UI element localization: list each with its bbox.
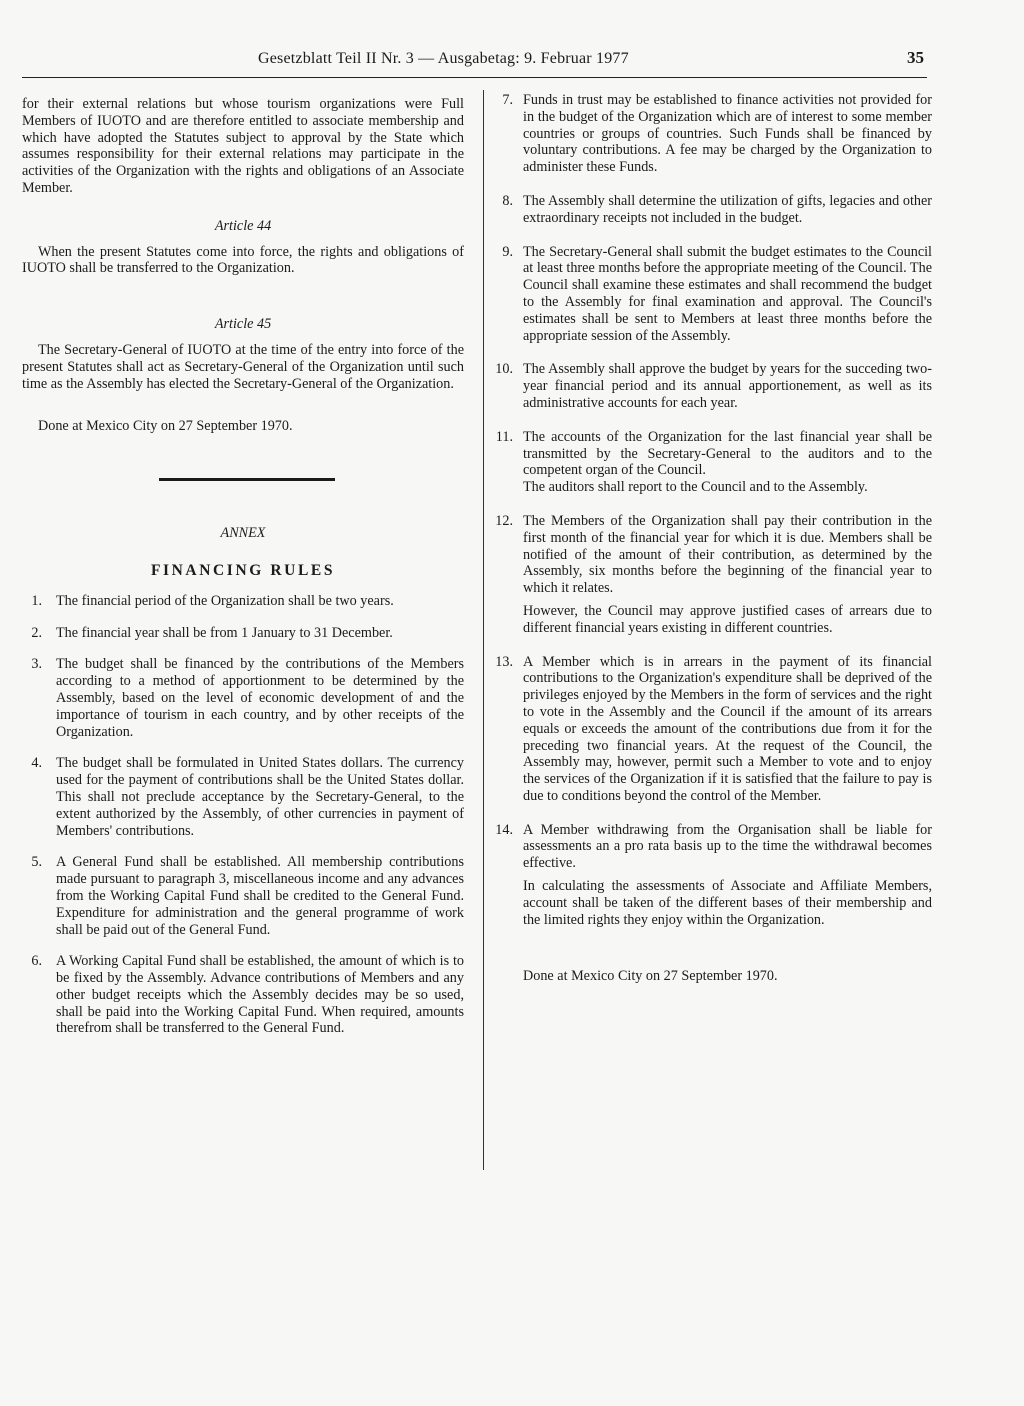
rule-number: 2. [31, 624, 42, 641]
rule-text-continued: The auditors shall report to the Council and to the Assembly. [523, 479, 868, 496]
rule-item [489, 654, 932, 805]
page-number: 35 [907, 48, 924, 67]
page-header [0, 48, 1024, 78]
left-column [22, 96, 464, 1037]
annex-title: FINANCING RULES [150, 561, 336, 579]
rule-number: 14. [495, 821, 513, 838]
rule-text: Funds in trust may be established to finance activities not provided for in the budget of the Organization which are of interest to some member countries or groups of countries. Such Funds shall be financed by voluntary contributions. A fee may be charged by the Organization to administer these Funds. [523, 92, 932, 176]
column-divider [483, 90, 484, 1170]
done-at-left: Done at Mexico City on 27 September 1970. [38, 418, 293, 435]
article-45-title: Article 45 [214, 316, 272, 333]
rule-number: 1. [31, 592, 42, 609]
rule-item [489, 193, 932, 227]
rule-text: The financial period of the Organization shall be two years. [56, 592, 394, 609]
rule-text-continued: In calculating the assessments of Associate and Affiliate Members, account shall be taken of the different bases of their membership and the limited rights they enjoy within the Organization. [523, 878, 932, 928]
rule-number: 6. [31, 953, 42, 970]
rule-item [489, 822, 932, 929]
rule-text: A General Fund shall be established. All membership contributions made pursuant to paragraph 3, miscellaneous income and any advances from the Working Capital Fund shall be credited to the General Fund. Expenditure for administration and the general programme of work shall be paid out of the General Fund. [56, 854, 464, 938]
right-column [489, 92, 932, 985]
rule-number: 13. [495, 653, 513, 670]
rule-number: 4. [31, 755, 42, 772]
rule-item [22, 656, 464, 740]
rule-number: 8. [502, 192, 513, 209]
rule-text: A Member which is in arrears in the payment of its financial contributions to the Organization's expenditure shall be deprived of the privileges enjoyed by the Members in the form of services and the right to vote in the Assembly and the Council if the amount of its arrears equals or exceeds the amount of the contributions due from it for the preceding two financial years. At the request of the Council, the Assembly may, however, permit such a Member to vote and to enjoy the services of the Organization if it is satisfied that the failure to pay is due to conditions beyond the control of the Member. [523, 653, 932, 804]
rule-item [489, 244, 932, 345]
rule-item [22, 593, 464, 610]
rule-text: The accounts of the Organization for the last financial year shall be transmitted by the Secretary-General to the auditors and to the competent organ of the Council. [523, 428, 932, 479]
done-at-right: Done at Mexico City on 27 September 1970. [523, 968, 778, 985]
rule-text: The Assembly shall determine the utilization of gifts, legacies and other extraordinary receipts not included in the budget. [523, 192, 932, 226]
rule-number: 7. [502, 92, 513, 108]
rule-item [489, 361, 932, 411]
rule-item [22, 854, 464, 938]
intro-paragraph: for their external relations but whose tourism organizations were Full Members of IUOTO and are therefore entitled to associate membership and which have adopted the Statutes subject to approval by the State which assumes responsibility for their external relations may participate in the activities of the Organization with the rights and obligations of an Associate Member. [22, 96, 464, 196]
rule-number: 10. [495, 361, 513, 378]
rule-number: 3. [31, 656, 42, 673]
header-rule [22, 77, 927, 78]
rule-text: A Working Capital Fund shall be established, the amount of which is to be fixed by the Assembly. Advance contributions of Members and any other budget receipts which the Assembly decides may be so used, shall be paid into the Working Capital Fund. When required, amounts therefrom shall be transferred to the General Fund. [56, 953, 464, 1037]
rule-text: The financial year shall be from 1 January to 31 December. [56, 624, 393, 641]
rule-number: 5. [31, 854, 42, 871]
rule-text: A Member withdrawing from the Organisation shall be liable for assessments an a pro rata basis up to the time the withdrawal becomes effective. [523, 821, 932, 872]
rule-text-continued: However, the Council may approve justified cases of arrears due to different financial years existing in different countries. [523, 602, 932, 636]
rule-text: The Assembly shall approve the budget by years for the succeding two-year financial period and its annual apportionement, as well as its administrative accounts for each year. [523, 361, 932, 411]
article-45-text: The Secretary-General of IUOTO at the time of the entry into force of the present Statutes shall act as Secretary-General of the Organization until such time as the Assembly has elected the Secretary-General of the Organization. [22, 341, 464, 392]
rule-text: The Secretary-General shall submit the budget estimates to the Council at least three months before the appropriate meeting of the Council. The Council shall examine these estimates and shall recommend the budget to the Assembly for final examination and approval. The Council's estimates shall be sent to Members at least three months before the appropriate session of the Assembly. [523, 243, 932, 344]
rule-item [489, 429, 932, 496]
rule-text: The Members of the Organization shall pay their contribution in the first month of the financial year for which it is due. Members shall be notified of the amount of their contribution, as determined by the Assembly, six months before the beginning of the financial year to which it relates. [523, 512, 932, 597]
rule-number: 11. [495, 428, 513, 445]
header-title: Gesetzblatt Teil II Nr. 3 — Ausgabetag: 9. Februar 1977 [258, 50, 629, 67]
rule-number: 9. [502, 243, 513, 260]
rule-number: 12. [495, 512, 513, 529]
section-separator [159, 478, 335, 481]
rule-item [489, 92, 932, 176]
rule-item [22, 625, 464, 642]
rule-item [22, 953, 464, 1037]
rule-text: The budget shall be formulated in United States dollars. The currency used for the payment of contributions shall be the United States dollar. This shall not preclude acceptance by the Secretary-General, to the extent authorized by the Assembly, of other currencies in payment of Members' contributions. [56, 755, 464, 839]
article-44-text: When the present Statutes come into force, the rights and obligations of IUOTO shall be transferred to the Organization. [22, 243, 464, 277]
rule-text: The budget shall be financed by the contributions of the Members according to a method of apportionment to be determined by the Assembly, based on the level of economic development of and the importance of tourism in each country, and by other receipts of the Organization. [56, 656, 464, 740]
rule-item [489, 513, 932, 637]
annex-label: ANNEX [220, 525, 266, 542]
rule-item [22, 755, 464, 839]
article-44-title: Article 44 [214, 217, 272, 234]
